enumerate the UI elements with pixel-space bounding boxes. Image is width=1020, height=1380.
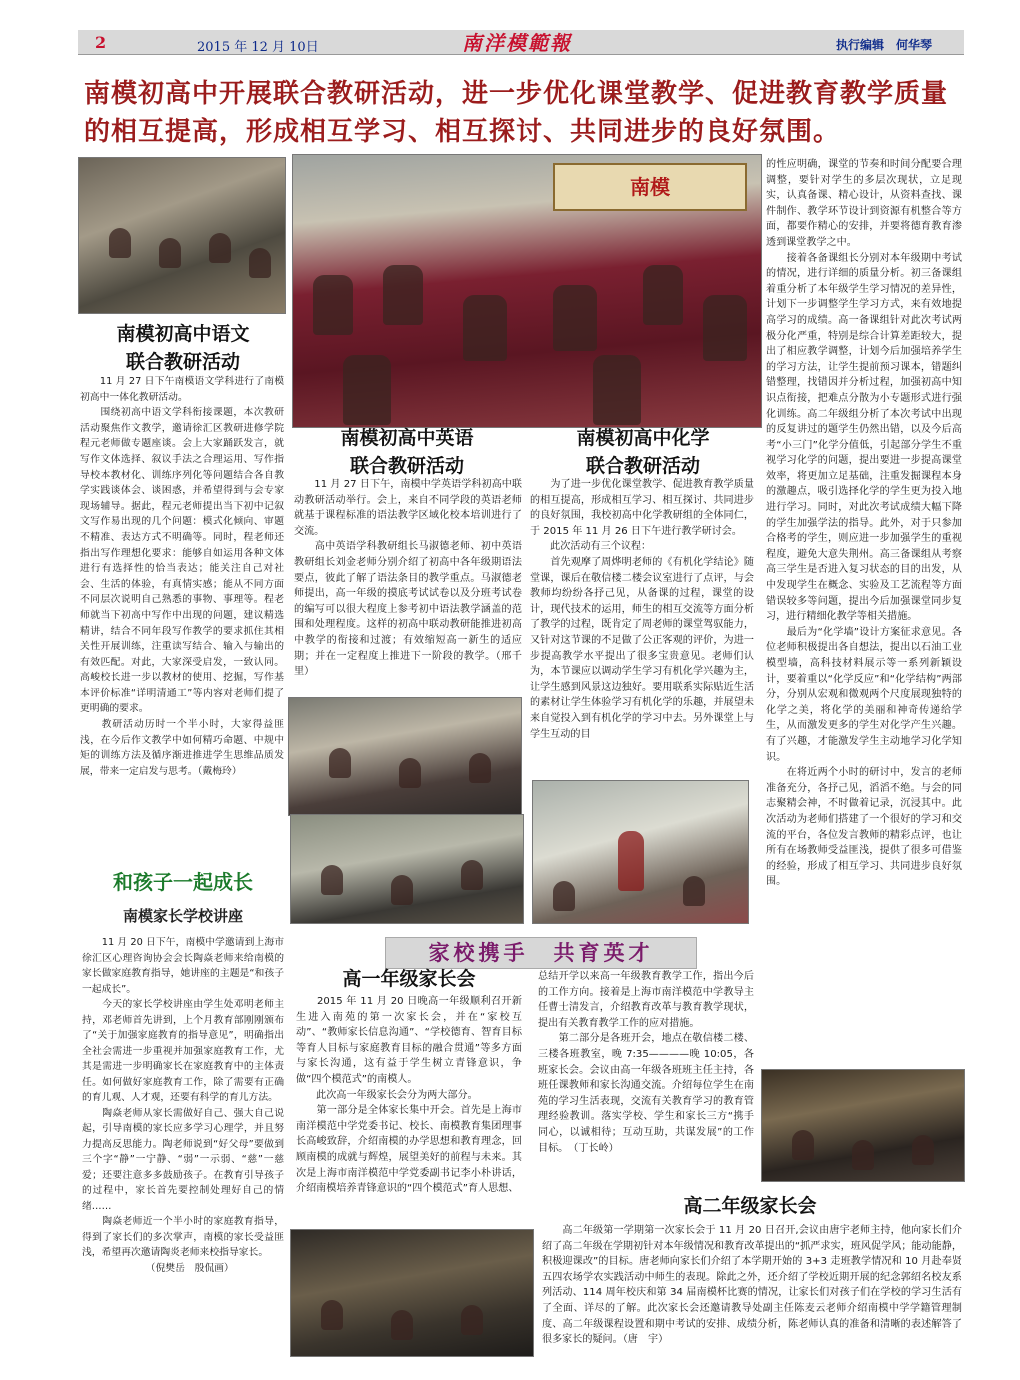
grade2-meeting-body: 高二年级第一学期第一次家长会于 11 月 20 日召开,会议由唐宇老师主持，他向家长们介绍了高二年级在学期初针对本年级情况和教育改革提出的“抓严求实，班风促学风；能动能静，积极迎课改”的目标。唐老师向家长们介绍了本学期开始的 3+3 走班教学情况和 10 月赴奉贤五四农场学农实践活动中师生的表现。除此之外，还介绍了学校近期开展的纪念郭绍名校友系列活动、114 周年校庆和第 34 届南模杯比赛的情况，让家长们对孩子们在学校的学习生活有了全面、详尽的了解。此次家长会还邀请教导处副主任陈麦云老师介绍南模中学学籍管理制度、高二年级课程设置和期中考试的安排、成绩分析，陈老师认真的准备和清晰的表述解答了很多家长的疑问。（唐 宇） (542, 1225, 962, 1346)
issue-date: 2015 年 12 月 10日 (197, 40, 319, 55)
chemistry-section-body: 为了进一步优化课堂教学、促进教育教学质量的相互提高，形成相互学习、相互探讨、共同进步的良好氛围，我校初高中化学教研组的全体同仁，于 2015 年 11 月 26 日下午进行教学研讨会。 此次活动有三个议程： 首先观摩了周烨明老师的《有机化学结论》随堂课，课后在敬信楼二楼会议室进行了点评，与会教师均纷纷各抒己见，从备课的过程，课堂的设计，现代技术的运用，师生的相互交流等方面分析了教学的过程，既肯定了周老师的课堂驾驭能力，又针对这节课的不足做了公正客观的评价，为进一步提高教学水平提出了很多宝贵意见。老师们认为，本节课应以调动学生学习有机化学兴趣为主，让学生感到风景这边独好。要用联系实际贴近生活的素材让学生体验学习有机化学的乐趣，并展望未来自觉投入到有机化学的学习中去。另外课堂上与学生互动的目 (530, 479, 754, 740)
grade2-parent-meeting-photo (290, 1229, 534, 1357)
english-section-body: 11 月 27 日下午，南模中学英语学科初高中联动教研活动举行。会上，来自不同学段的英语老师就基于课程标准的语法教学区域化校本培训进行了交流。 高中英语学科教研组长马淑德老师、初中英语教研组长刘金老师分别介绍了初高中各年级期语法要点，彼此了解了语法条目的教学重点。马淑德老师提出，高一年级的摸底考试试卷以及分班考试卷的编写可以很大程度上参考初中语法教学涵盖的范围和处理程度。这样的初高中联动教研能推进初高中教学的衔接和过渡；有效缩短高一新生的适应期；并在一定程度上推进下一阶段的教学。（邢千里） (294, 479, 522, 678)
chinese-section-body: 11 月 27 日下午南模语文学科进行了南模初高中一体化教研活动。 围绕初高中语文学科衔接课题，本次教研活动聚焦作文教学，邀请徐汇区教研进修学院程元老师做专题座谈。会上大家踊跃发言，就写作文体选择、叙议手法之合理运用、写作指导校本教材化、训练序列化等问题结合各自教学实践谈体会、谈困惑，并希望得到与会专家现场辅导。据此，程元老师提出当下初中记叙文写作易出现的几个问题：模式化倾向、审题不精准、表达方式不明确等。同时，程老师还指出写作理想化要求：能够自如运用各种文体进行有选择性的恰当表达；能关注自己对社会、生活的体验，有真情实感；能从不同方面不同层次说明自己熟悉的事物、事理等。程老师就当下初高中写作中出现的问题，建议精选精讲，结合不同年段写作教学的要求抓住其相关性开展训练，注重读写结合、输入与输出的有效匹配。对此，大家深受启发，一致认同。高峻校长进一步以教材的使用、挖掘，写作基本评价标准“详明清通工”等内容对老师们提了更明确的要求。 教研活动历时一个半小时，大家得益匪浅，在今后作文教学中如何精巧命题、中规中矩的训练方法及循序渐进推进学生思维品质发展，带来一定启发与思考。（戴梅玲） (80, 376, 284, 777)
parent-school-title: 和孩子一起成长 (113, 870, 253, 894)
page-number: 2 (95, 33, 107, 52)
page-headline: 南模初高中开展联合教研活动，进一步优化课堂教学、促进教育教学质量的相互提高，形成相互学习、相互探讨、共同进步的良好氛围。 (84, 79, 949, 147)
chinese-meeting-photo (78, 157, 286, 314)
english-meeting-photo-1 (288, 697, 522, 816)
parent-school-body: 11 月 20 日下午，南模中学邀请到上海市徐汇区心理咨询协会会长陶焱老师来给南模的家长做家庭教育指导，她讲座的主题是“和孩子一起成长”。 今天的家长学校讲座由学生处邓明老师主持，邓老师首先讲到，上个月教育部刚刚颁布了“关于加强家庭教育的指导意见”，明确指出全社会需进一步重视并加强家庭教育工作，尤其是需进一步明确家长在家庭教育中的主体责任。如何做好家庭教育工作，除了需要有正确的育儿观、人才观，还要有科学的育儿方法。 陶焱老师从家长需做好自己、强大自己说起，引导南模的家长应多学习心理学，并且努力提高反思能力。陶老师说到“好父母”要做到三个字“静”一宁静、“弱”一示弱、“慈”一慈爱；还要注意多多鼓励孩子。在教育引导孩子的过程中，家长首先要控制处理好自己的情绪…… 陶焱老师近一个半小时的家庭教育指导，得到了家长们的多次掌声，南模的家长受益匪浅，希望再次邀请陶炎老师来校指导家长。 （倪樊岳 殷侃画） (82, 937, 284, 1274)
grade1-parent-meeting-photo (761, 1069, 965, 1182)
chemistry-class-photo (532, 780, 749, 924)
home-school-banner: 家校携手 共育英才 (385, 937, 697, 969)
executive-editor: 执行编辑 何华琴 (836, 38, 933, 52)
grade1-meeting-body-continued: 总结开学以来高一年级教育教学工作，指出今后的工作方向。接着是上海市南洋模范中学教导主任曹士清发言，介绍教育改革与教育教学现状，提出有关教育教学工作的应对措施。 第二部分是各班开会，地点在敬信楼二楼、三楼各班教室，晚 7:35————晚 10:05，各班家长会。会议由高一年级各班班主任主持，各班任课教师和家长沟通交流。介绍每位学生在南苑的学习生活表现，交流有关教育学习的教育管理经验教训。落实学校、学生和家长三方“携手同心，以诚相待；互动互助，共谋发展”的工作目标。 （丁长岭） (538, 971, 754, 1154)
english-meeting-photo-2 (290, 814, 524, 924)
newspaper-logo: 南洋模範報 (462, 31, 572, 55)
grade1-meeting-body: 2015 年 11 月 20 日晚高一年级顺利召开新生进入南苑的第一次家长会，并在“家校互动”、“教师家长信息沟通”、“学校德育、智育目标等育人目标与家庭教育目标的融合贯通”等多方面与家长沟通，这有益于学生树立青锋意识，争做“四个模范式”的南模人。 此次高一年级家长会分为两大部分。 第一部分是全体家长集中开会。首先是上海市南洋模范中学党委书记、校长、南模教育集团理事长高峻致辞，介绍南模的办学思想和教育理念，回顾南模的成就与辉煌，展望美好的前程与未来。其次是上海市南洋模范中学党委副书记李小朴讲话，介绍南模培养青锋意识的“四个模范式”育人思想、 (296, 996, 522, 1195)
classroom-board-text: 南模 (630, 175, 670, 199)
chinese-section-title: 南模初高中语文 联合教研活动 (116, 323, 250, 373)
chemistry-section-title: 南模初高中化学 联合教研活动 (576, 427, 710, 477)
english-section-title: 南模初高中英语 联合教研活动 (340, 427, 474, 477)
grade2-meeting-title: 高二年级家长会 (683, 1195, 817, 1217)
classroom-photo (292, 154, 762, 428)
parent-school-subtitle: 南模家长学校讲座 (122, 907, 243, 925)
grade1-meeting-title: 高一年级家长会 (342, 968, 476, 990)
chemistry-continued-body: 的性应明确，课堂的节奏和时间分配要合理调整，要针对学生的多层次现状，立足现实，认真备课、精心设计，从资料查找、课件制作、教学环节设计到资源有机整合等方面，都要作精心的安排，并要将德育教育渗透到课堂教学之中。 接着各备课组长分别对本年级期中考试的情况，进行详细的质量分析。初三备课组着重分析了本年级学生学习情况的差异性，计划下一步调整学生学习方式，来有效地提高学习的成绩。高一备课组针对此次考试两极分化严重，特别是综合计算差距较大，提出了相应教学调整，计划今后加强培养学生的学习方法，让学生提前预习课本，错题纠错整理，找错因并分析过程，加强初高中知识点衔接，把难点分散为小专题形式进行强化训练。高二年级组分析了本次考试中出现的反复讲过的题学生仍然出错，以及今后高考“小三门”化学分值低，引起部分学生不重视学习化学的问题，提出要进一步提高课堂效率，将更加立足基础，注重发掘课程本身的激趣点，吸引选择化学的学生更为投入地进行学习。同时，对此次考试成绩大幅下降的学生加强学法的指导。此外，对于只参加合格考的学生，则应进一步加强学生的重视程度，避免大意失荆州。高三备课组从考察高三学生是否进入复习状态的目的出发，从中发现学生在概念、实验及工艺流程等方面错误较多等问题，提出今后加强课堂同步复习，进行精细化教学等相关措施。 最后为“化学墙”设计方案征求意见。各位老师积极提出各自想法，提出以石油工业模型墙，高科技材料展示等一系列新颖设计，要着重以“化学反应”和“化学结构”两部分，分别从宏观和微观两个尺度展现独特的化学之美，将化学的美丽和神奇传递给学生，从而激发更多的学生对化学产生兴趣。有了兴趣，才能激发学生主动地学习化学知识。 在将近两个小时的研讨中，发言的老师准备充分，各抒己见，滔滔不绝。与会的同志聚精会神，不时做着记录，沉浸其中。此次活动为老师们搭建了一个很好的学习和交流的平台，各位发言教师的精彩点评，也让所有在场教师受益匪浅，提供了很多可借鉴的经验，形成了相互学习、共同进步良好氛围。 (766, 159, 962, 888)
